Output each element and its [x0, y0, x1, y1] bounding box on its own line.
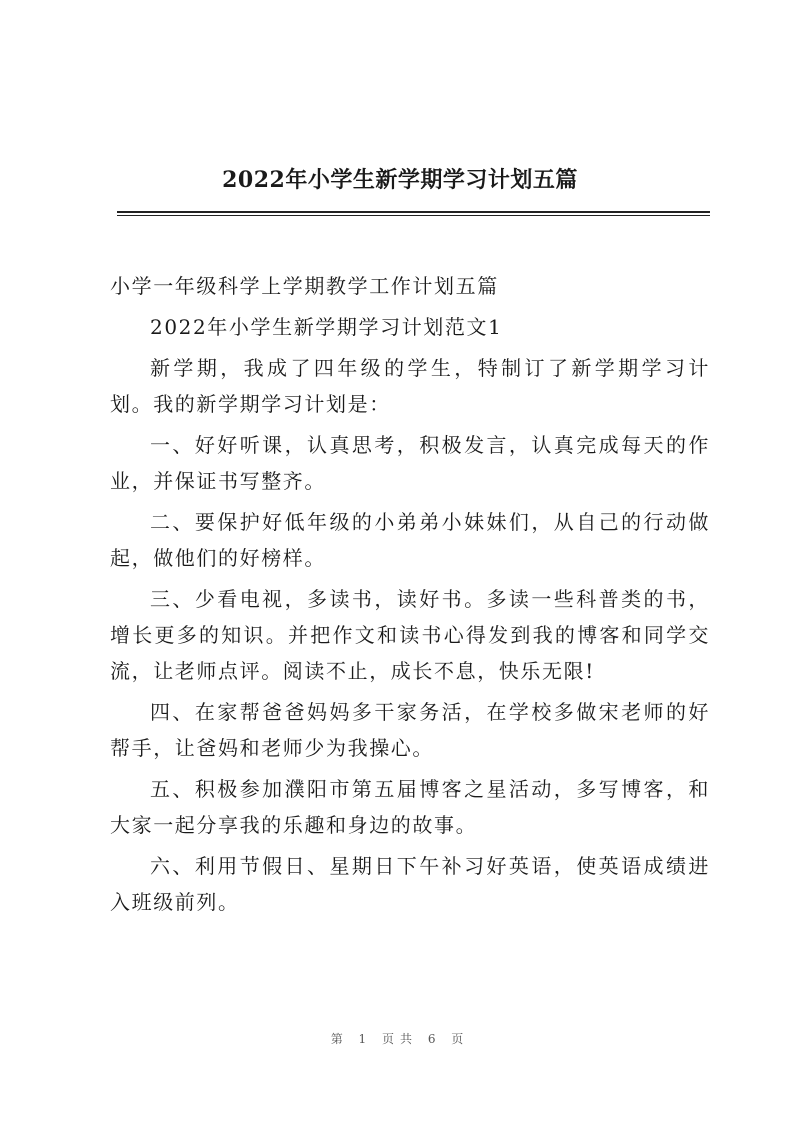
paragraph: 六、利用节假日、星期日下午补习好英语，使英语成绩进入班级前列。 [110, 854, 710, 914]
title-divider [117, 211, 710, 216]
paragraph: 一、好好听课，认真思考，积极发言，认真完成每天的作业，并保证书写整齐。 [110, 433, 710, 493]
paragraph: 二、要保护好低年级的小弟弟小妹妹们，从自己的行动做起，做他们的好榜样。 [110, 510, 710, 570]
page-number: 第 1 页共 6 页 [330, 1032, 470, 1046]
paragraph: 三、少看电视，多读书，读好书。多读一些科普类的书，增长更多的知识。并把作文和读书心得发到我的博客和同学交流，让老师点评。阅读不止，成长不息，快乐无限! [110, 587, 710, 683]
page-title: 2022年小学生新学期学习计划五篇 [222, 167, 578, 193]
paragraph: 四、在家帮爸爸妈妈多干家务活，在学校多做宋老师的好帮手，让爸妈和老师少为我操心。 [110, 700, 710, 760]
document-body [110, 268, 710, 925]
paragraph: 新学期，我成了四年级的学生，特制订了新学期学习计划。我的新学期学习计划是： [110, 356, 710, 416]
paragraph: 小学一年级科学上学期教学工作计划五篇 [110, 274, 499, 298]
paragraph: 2022年小学生新学期学习计划范文1 [150, 315, 503, 339]
paragraph: 五、积极参加濮阳市第五届博客之星活动，多写博客，和大家一起分享我的乐趣和身边的故事。 [110, 777, 710, 837]
